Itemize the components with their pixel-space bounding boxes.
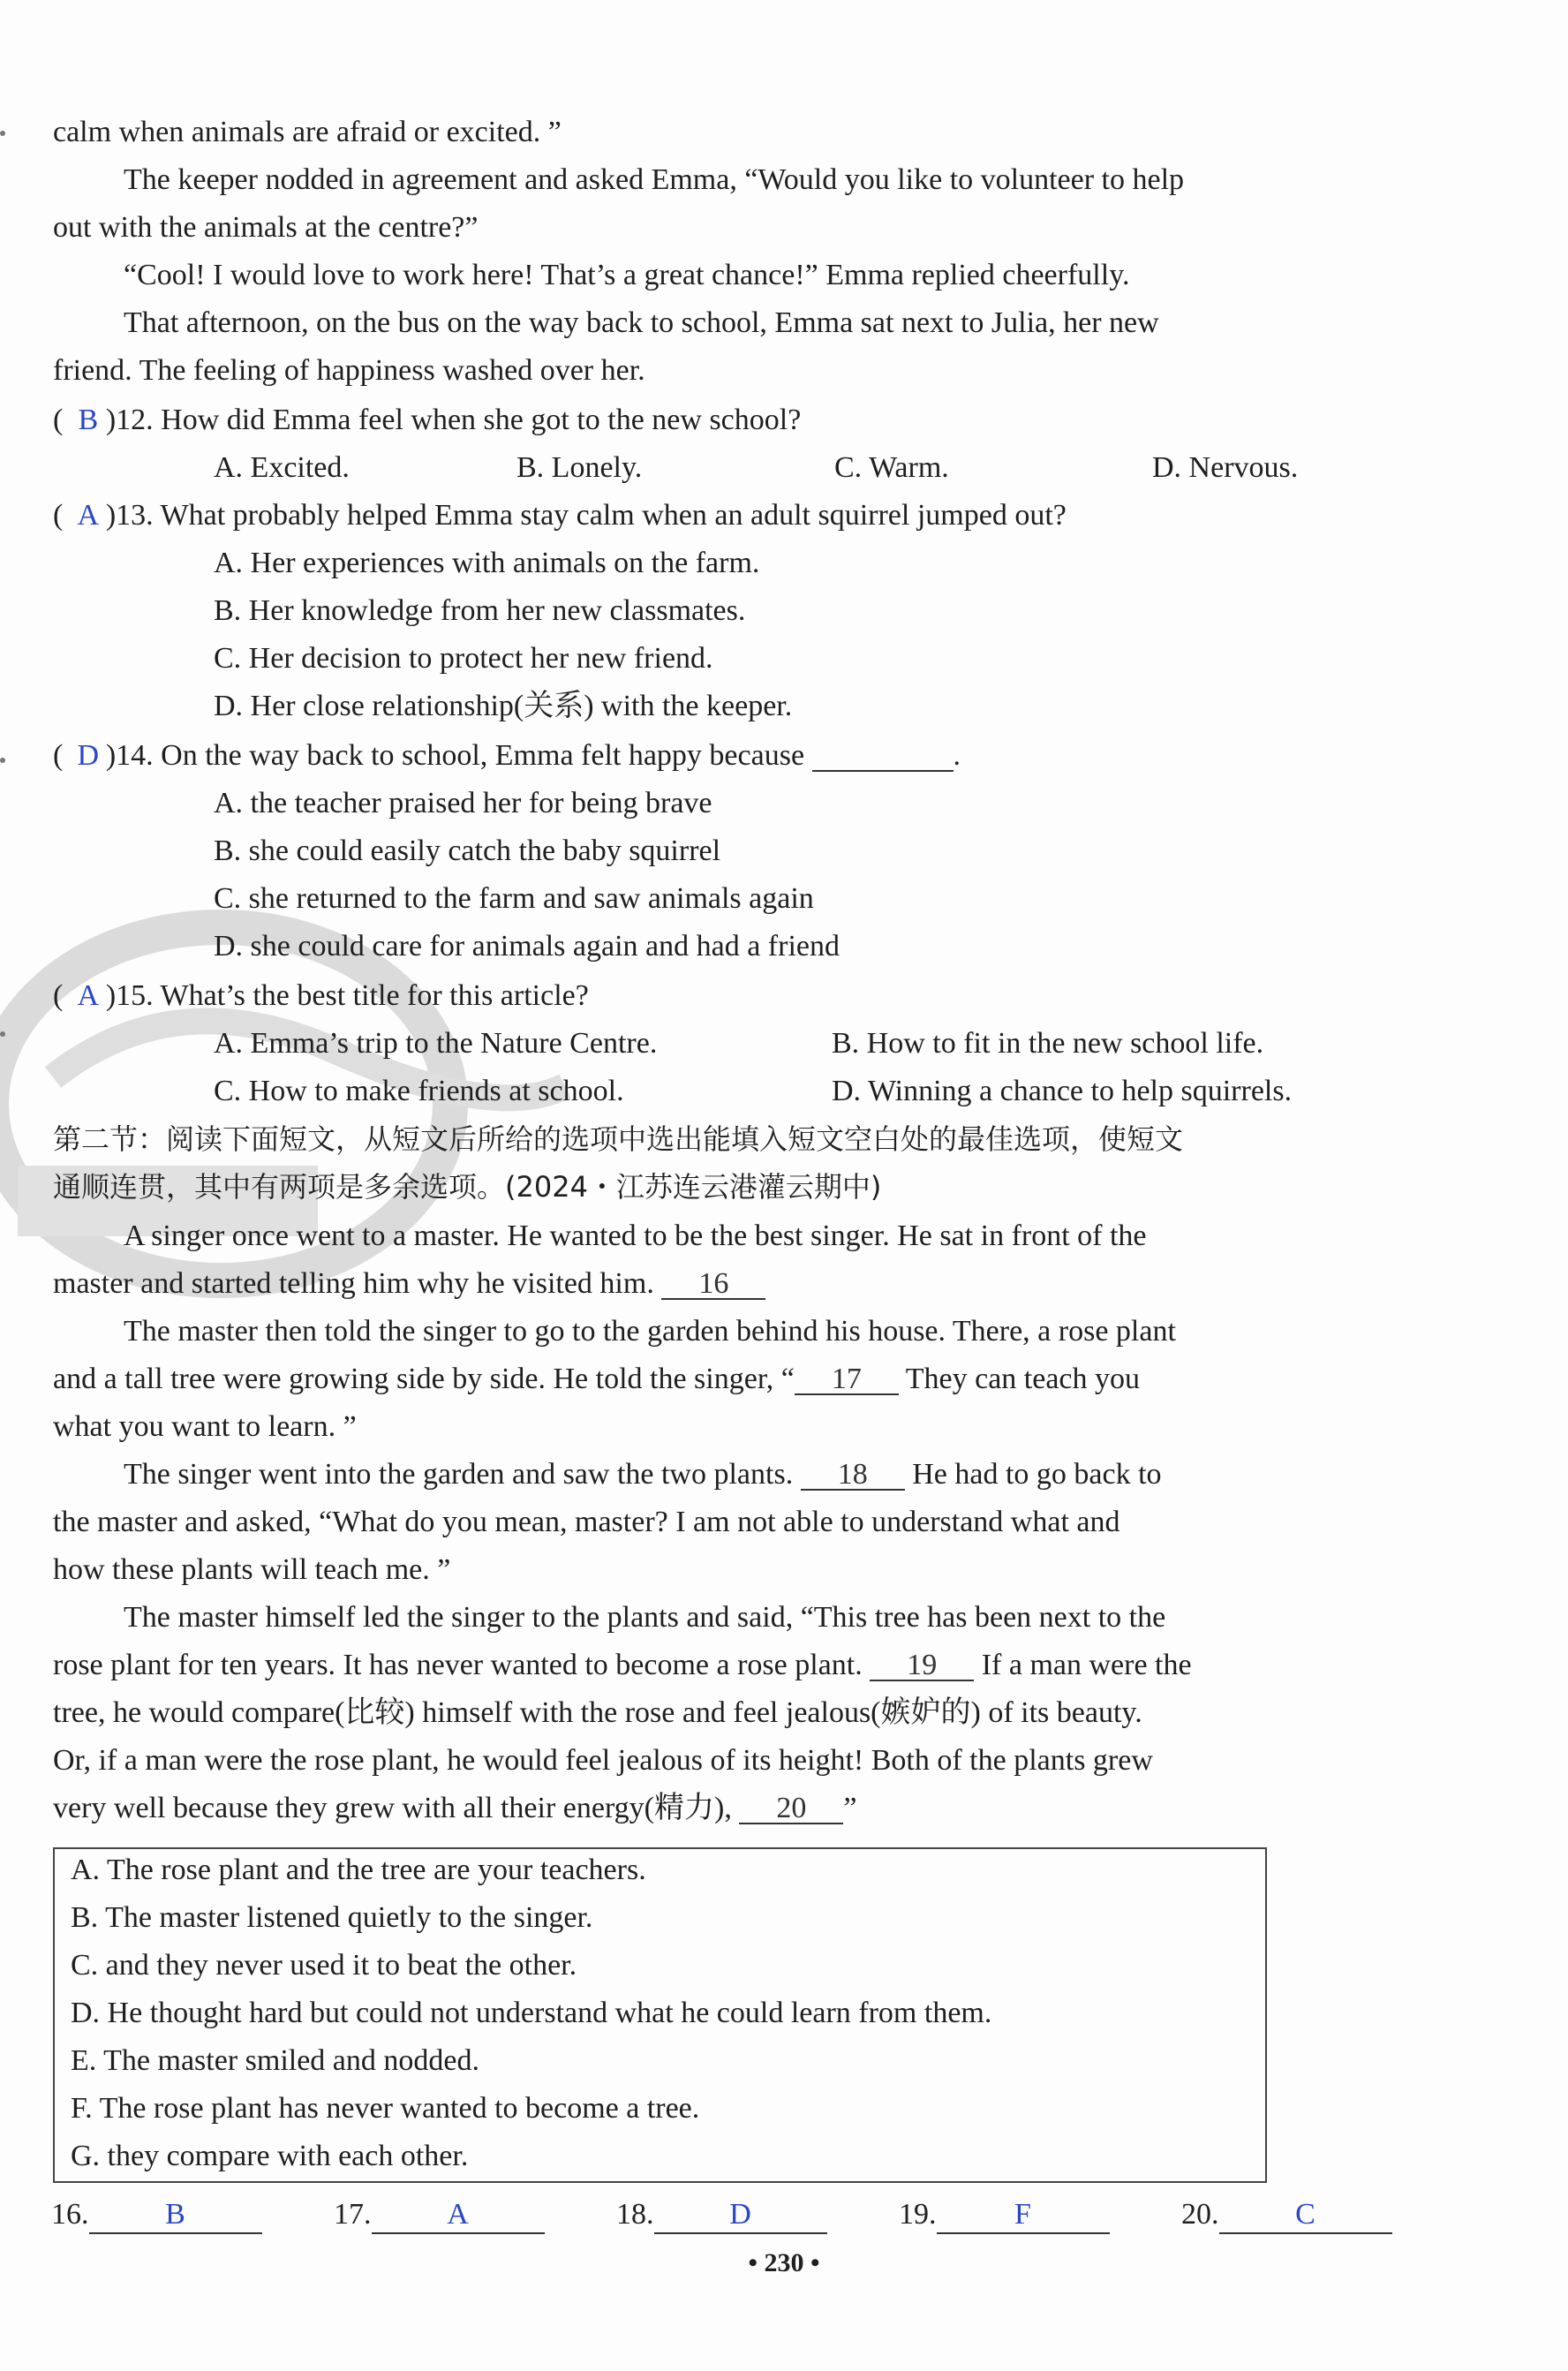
answer-blank <box>812 742 954 772</box>
passage-line: out with the animals at the centre?” <box>53 211 479 244</box>
box-option: E. The master smiled and nodded. <box>71 2044 479 2077</box>
passage-text: rose plant for ten years. It has never wanted to become a rose plant. <box>53 1649 863 1681</box>
passage-line: the master and asked, “What do you mean, master? I am not able to understand what and <box>53 1506 1120 1538</box>
option: D. Her close relationship(关系) with the keeper. <box>214 690 793 722</box>
period: . <box>953 739 961 772</box>
question-text: How did Emma feel when she got to the new school? <box>161 404 802 436</box>
blank-20: 20 <box>739 1794 843 1824</box>
passage-line: The master then told the singer to go to the garden behind his house. There, a rose plant <box>124 1315 1176 1348</box>
box-option: F. The rose plant has never wanted to become a tree. <box>71 2092 700 2125</box>
answer-value: C <box>1219 2197 1392 2234</box>
paren-open: ( <box>53 499 64 532</box>
box-option: G. they compare with each other. <box>71 2140 469 2172</box>
box-option: D. He thought hard but could not understand what he could learn from them. <box>71 1997 992 2029</box>
question-number: )13. <box>105 499 154 532</box>
passage-line: “Cool! I would love to work here! That’s a great chance!” Emma replied cheerfully. <box>124 259 1130 291</box>
answer-value: F <box>937 2197 1110 2234</box>
passage-line: friend. The feeling of happiness washed over her. <box>53 354 645 387</box>
question-14 <box>53 738 961 774</box>
option: C. Warm. <box>834 451 949 484</box>
answer-value: B <box>89 2197 262 2234</box>
box-option: A. The rose plant and the tree are your teachers. <box>71 1854 646 1886</box>
blank-18: 18 <box>801 1461 905 1491</box>
answer-17 <box>334 2197 545 2234</box>
question-number: )15. <box>105 979 154 1012</box>
blank-16: 16 <box>661 1270 765 1300</box>
binding-mark <box>0 758 5 763</box>
blank-17: 17 <box>795 1365 899 1395</box>
passage-line: how these plants will teach me. ” <box>53 1553 451 1586</box>
passage-line: That afternoon, on the bus on the way back to school, Emma sat next to Julia, her new <box>124 306 1159 339</box>
section-heading: 第二节：阅读下面短文，从短文后所给的选项中选出能填入短文空白处的最佳选项，使短文 <box>53 1122 1184 1156</box>
option: D. she could care for animals again and had a friend <box>214 930 840 963</box>
blank-19: 19 <box>870 1651 974 1681</box>
box-option: C. and they never used it to beat the other. <box>71 1949 577 1982</box>
paren-open: ( <box>53 739 64 772</box>
passage-line: what you want to learn. ” <box>53 1410 357 1443</box>
option: A. the teacher praised her for being brave <box>214 787 712 819</box>
answer-label: 19. <box>899 2198 937 2231</box>
question-12 <box>53 403 801 438</box>
paren-open: ( <box>53 404 64 436</box>
answer-value: A <box>372 2197 545 2234</box>
passage-line <box>53 1362 1140 1397</box>
answer-label: 17. <box>334 2198 372 2231</box>
option: B. Her knowledge from her new classmates. <box>214 594 746 627</box>
question-text: What probably helped Emma stay calm when an adult squirrel jumped out? <box>160 499 1067 532</box>
passage-line: The master himself led the singer to the plants and said, “This tree has been next to the <box>124 1601 1166 1634</box>
option: B. Lonely. <box>516 451 643 484</box>
page-number: • 230 • <box>748 2248 820 2277</box>
binding-mark <box>0 131 5 136</box>
binding-mark <box>0 1031 5 1037</box>
option: A. Excited. <box>214 451 350 484</box>
question-number: )12. <box>105 404 154 436</box>
passage-text: The singer went into the garden and saw the two plants. <box>124 1458 794 1491</box>
answer-label: 18. <box>616 2198 654 2231</box>
passage-line: Or, if a man were the rose plant, he would feel jealous of its height! Both of the plants grew <box>53 1744 1153 1777</box>
answer-16 <box>51 2197 262 2234</box>
answer-15: A <box>77 979 100 1012</box>
passage-text: master and started telling him why he visited him. <box>53 1267 654 1300</box>
option: C. she returned to the farm and saw animals again <box>214 882 814 915</box>
question-number: )14. <box>105 739 154 772</box>
box-option: B. The master listened quietly to the singer. <box>71 1901 593 1934</box>
passage-text: and a tall tree were growing side by side. He told the singer, “ <box>53 1363 795 1395</box>
passage-line: A singer once went to a master. He wanted to be the best singer. He sat in front of the <box>124 1219 1147 1252</box>
passage-line: calm when animals are afraid or excited. ” <box>53 116 562 148</box>
passage-text: If a man were the <box>981 1649 1192 1681</box>
answer-19 <box>899 2197 1110 2234</box>
answer-value: D <box>654 2197 827 2234</box>
question-text: On the way back to school, Emma felt happy because <box>161 739 805 772</box>
passage-line: tree, he would compare(比较) himself with the rose and feel jealous(嫉妒的) of its beauty. <box>53 1696 1142 1729</box>
passage-text: He had to go back to <box>912 1458 1162 1491</box>
question-text: What’s the best title for this article? <box>160 979 589 1012</box>
passage-line <box>53 1648 1192 1683</box>
answer-12: B <box>78 404 99 436</box>
passage-line <box>124 1457 1162 1492</box>
answer-13: A <box>77 499 100 532</box>
answer-14: D <box>77 739 100 772</box>
question-15 <box>53 978 589 1014</box>
answer-20 <box>1181 2197 1392 2234</box>
passage-line <box>53 1266 765 1302</box>
passage-text: They can teach you <box>905 1363 1141 1395</box>
passage-line: The keeper nodded in agreement and asked Emma, “Would you like to volunteer to help <box>124 163 1185 196</box>
option: C. Her decision to protect her new friend. <box>214 642 713 675</box>
option: A. Emma’s trip to the Nature Centre. <box>214 1027 658 1060</box>
option: C. How to make friends at school. <box>214 1075 624 1107</box>
option: A. Her experiences with animals on the farm. <box>214 547 760 579</box>
passage-line <box>53 1791 856 1826</box>
answer-18 <box>616 2197 827 2234</box>
paren-open: ( <box>53 979 64 1012</box>
option: B. How to fit in the new school life. <box>832 1027 1264 1060</box>
option: D. Winning a chance to help squirrels. <box>832 1075 1293 1107</box>
option: B. she could easily catch the baby squirrel <box>214 834 721 867</box>
answer-label: 16. <box>51 2198 89 2231</box>
answer-label: 20. <box>1181 2198 1219 2231</box>
passage-text: very well because they grew with all their energy(精力), <box>53 1792 732 1824</box>
passage-text: ” <box>843 1792 857 1824</box>
question-13 <box>53 498 1067 533</box>
option: D. Nervous. <box>1152 451 1299 484</box>
section-heading: 通顺连贯，其中有两项是多余选项。(2024・江苏连云港灌云期中) <box>53 1170 882 1204</box>
option-box <box>53 1847 1267 2183</box>
